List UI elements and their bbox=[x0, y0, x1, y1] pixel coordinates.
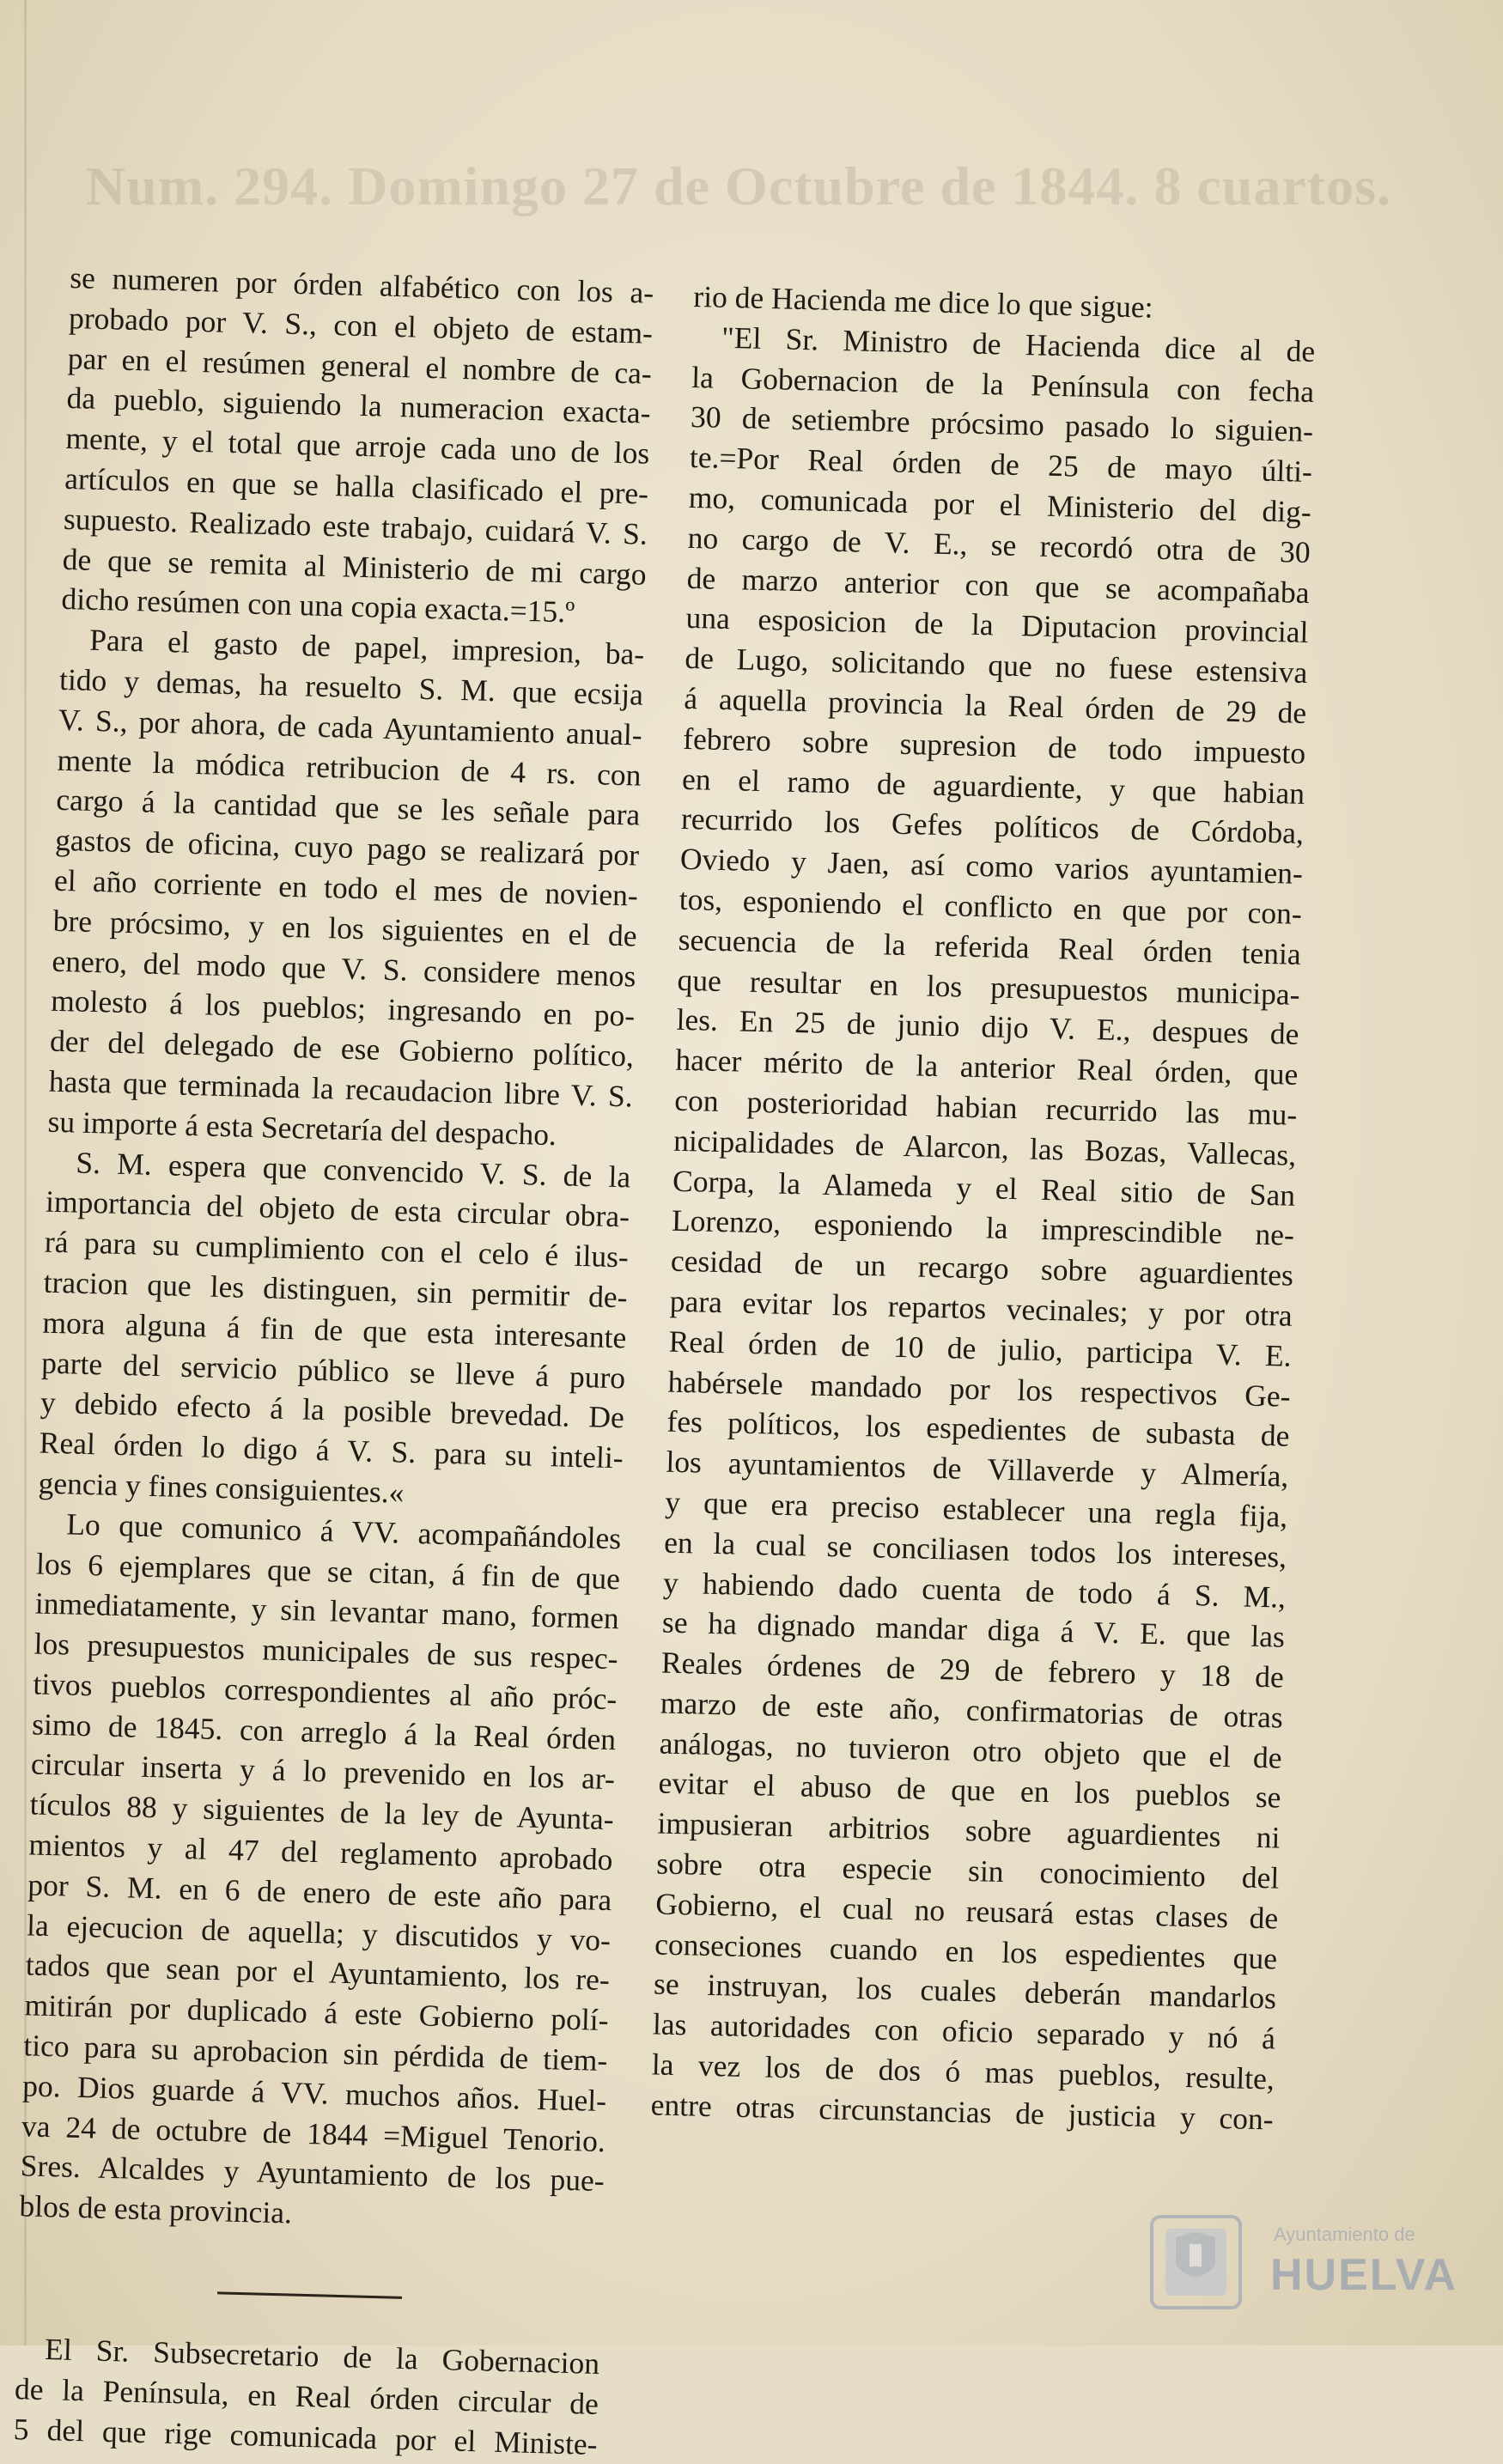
text-line: habérsele mandado por los respectivos Ge- bbox=[667, 1364, 1291, 1414]
text-line: impusieran arbitrios sobre aguardientes ni bbox=[657, 1805, 1281, 1855]
text-line: evitar el abuso de que en los pueblos se bbox=[658, 1766, 1281, 1816]
text-line: tículos 88 y siguientes de la ley de Ayunta- bbox=[29, 1786, 615, 1837]
text-line: rio de Hacienda me dice lo que sigue: bbox=[692, 278, 1154, 325]
text-line: Real órden de 10 de julio, participa V. E. bbox=[668, 1323, 1293, 1373]
text-line: simo de 1845. con arreglo á la Real órden bbox=[31, 1707, 617, 1756]
text-line: en la cual se conciliasen todos los intereses, bbox=[663, 1524, 1287, 1574]
text-line: los presupuestos municipales de sus respec- bbox=[33, 1626, 619, 1676]
text-line: molesto á los pueblos; ingresando en po- bbox=[50, 983, 636, 1033]
text-line: po. Dios guarde á VV. muchos años. Huel- bbox=[21, 2068, 607, 2118]
text-line: Gobierno, el cual no reusará estas clases de bbox=[654, 1886, 1279, 1936]
watermark-small-text: Ayuntamiento de bbox=[1274, 2224, 1415, 2245]
text-line: par en el resúmen general el nombre de ca- bbox=[67, 340, 653, 391]
right-column-text bbox=[650, 277, 1317, 2139]
text-line: por S. M. en 6 de enero de este año para bbox=[27, 1867, 612, 1918]
text-line: de que se remita al Ministerio de mi cargo bbox=[62, 541, 648, 592]
text-line: una esposicion de la Diputacion provincial bbox=[685, 600, 1309, 650]
text-line: 5 del que rige comunicada por el Ministe- bbox=[13, 2411, 599, 2461]
text-line: los ayuntamientos de Villaverde y Almería, bbox=[666, 1444, 1289, 1494]
text-line: la vez los de dos ó mas pueblos, resulte, bbox=[651, 2047, 1275, 2096]
text-line: Oviedo y Jaen, así como varios ayuntamien- bbox=[679, 841, 1304, 891]
left-column-text bbox=[19, 258, 654, 2242]
text-line: cargo á la cantidad que se les señale para bbox=[55, 782, 641, 832]
text-line: febrero sobre supresion de todo impuesto bbox=[682, 721, 1306, 770]
text-line: su importe á esta Secretaría del despacho. bbox=[47, 1104, 557, 1152]
text-line: recurrido los Gefes políticos de Córdoba, bbox=[680, 801, 1305, 851]
text-line: circular inserta y á lo prevenido en los ar- bbox=[30, 1746, 616, 1797]
text-line: hacer mérito de la anterior Real órden, que bbox=[675, 1042, 1299, 1092]
text-line: secuencia de la referida Real órden tenia bbox=[678, 922, 1302, 971]
text-line: va 24 de octubre de 1844 =Miguel Tenorio. bbox=[21, 2108, 606, 2158]
text-line: Para el gasto de papel, impresion, ba- bbox=[88, 622, 645, 672]
text-line: dicho resúmen con una copia exacta.=15.º bbox=[61, 581, 575, 630]
text-line: y debido efecto á la posible brevedad. De bbox=[40, 1384, 625, 1435]
text-line: y habiendo dado cuenta de todo á S. M., bbox=[662, 1565, 1287, 1615]
text-line: Reales órdenes de 29 de febrero y 18 de bbox=[660, 1645, 1285, 1694]
text-line: enero, del modo que V. S. considere menos bbox=[52, 943, 636, 994]
text-line: te.=Por Real órden de 25 de mayo últi- bbox=[689, 440, 1313, 490]
text-line: las autoridades con oficio separado y nó á bbox=[652, 2006, 1276, 2056]
text-line: gencia y fines consiguientes.« bbox=[38, 1465, 405, 1510]
text-line: de Lugo, solicitando que no fuese estensiva bbox=[685, 641, 1308, 691]
text-line: les. En 25 de junio dijo V. E., despues de bbox=[676, 1002, 1299, 1052]
bleed-through-header: Num. 294. Domingo 27 de Octubre de 1844. 8 cuartos. bbox=[86, 155, 1391, 216]
text-line: rá para su cumplimiento con el celo é ilus- bbox=[44, 1224, 630, 1275]
text-line: Lorenzo, esponiendo la imprescindible ne- bbox=[671, 1203, 1295, 1253]
text-line: para evitar los repartos vecinales; y por otra bbox=[669, 1283, 1293, 1333]
text-line: parte del servicio público se lleve á puro bbox=[40, 1345, 626, 1395]
text-line: tados que sean por el Ayuntamiento, los re- bbox=[25, 1947, 611, 1998]
text-line: entre otras circunstancias de justicia y con- bbox=[650, 2087, 1275, 2137]
text-line: inmediatamente, y sin levantar mano, formen bbox=[34, 1585, 620, 1636]
text-line: mente la módica retribucion de 4 rs. con bbox=[57, 742, 642, 793]
text-line: 30 de setiembre prócsimo pasado lo siguien- bbox=[690, 399, 1314, 449]
watermark-big-text: HUELVA bbox=[1270, 2250, 1458, 2300]
text-line: fes políticos, los espedientes de subasta de bbox=[666, 1403, 1290, 1454]
text-line: que resultar en los presupuestos municipa- bbox=[677, 962, 1300, 1012]
text-line: cesidad de un recargo sobre aguardientes bbox=[670, 1243, 1294, 1293]
text-line: S. M. espera que convencido V. S. de la bbox=[75, 1145, 631, 1194]
shield-logo-icon bbox=[1147, 2212, 1245, 2313]
text-line: análogas, no tuvieron otro objeto que el de bbox=[659, 1725, 1283, 1775]
left-column bbox=[13, 258, 654, 2464]
text-line: se numeren por órden alfabético con los a- bbox=[69, 259, 654, 310]
text-line: no cargo de V. E., se recordó otra de 30 bbox=[687, 520, 1311, 569]
text-line: los 6 ejemplares que se citan, á fin de que bbox=[35, 1545, 621, 1596]
text-line: mientos y al 47 del reglamento aprobado bbox=[28, 1827, 613, 1877]
text-line: gastos de oficina, cuyo pago se realizará por bbox=[54, 822, 640, 873]
text-line: tos, esponiendo el conflicto en que por con- bbox=[678, 881, 1303, 931]
section-divider bbox=[216, 2291, 401, 2299]
text-line: tido y demas, ha resuelto S. M. que ecsija bbox=[58, 661, 644, 712]
text-line: la ejecucion de aquella; y discutidos y vo- bbox=[26, 1907, 612, 1957]
right-column bbox=[650, 277, 1317, 2139]
text-line: mente, y el total que arroje cada uno de los bbox=[64, 421, 650, 471]
text-line: der del delegado de ese Gobierno político, bbox=[49, 1023, 635, 1074]
text-line: en el ramo de aguardiente, y que habian bbox=[681, 761, 1305, 811]
text-line: conseciones cuando en los espedientes que bbox=[654, 1926, 1278, 1976]
text-line: á aquella provincia la Real órden de 29 de bbox=[683, 680, 1307, 730]
text-line: se instruyan, los cuales deberán mandarlos bbox=[653, 1966, 1277, 2016]
text-line: da pueblo, siguiendo la numeracion exacta- bbox=[66, 380, 652, 431]
text-line: se ha dignado mandar diga á V. E. que las bbox=[661, 1604, 1286, 1654]
text-line: y que era preciso establecer una regla fija, bbox=[664, 1484, 1288, 1534]
text-line: Corpa, la Alameda y el Real sitio de San bbox=[672, 1163, 1296, 1213]
text-line: de marzo anterior con que se acompañaba bbox=[686, 560, 1311, 610]
text-line: "El Sr. Ministro de Hacienda dice al de bbox=[721, 319, 1316, 368]
text-line: marzo de este año, confirmatorias de otras bbox=[660, 1685, 1284, 1735]
text-line: el año corriente en todo el mes de novien- bbox=[53, 862, 639, 913]
text-line: mora alguna á fin de que esta interesante bbox=[42, 1305, 627, 1355]
text-line: mitirán por duplicado á este Gobierno polí- bbox=[24, 1987, 610, 2038]
text-line: tracion que les distinguen, sin permitir de- bbox=[43, 1264, 629, 1315]
text-line: mo, comunicada por el Ministerio del dig- bbox=[688, 479, 1312, 529]
left-column-after-rule bbox=[13, 2328, 599, 2464]
text-line: de la Península, en Real órden circular de bbox=[14, 2371, 599, 2421]
text-line: artículos en que se halla clasificado el pre- bbox=[64, 460, 649, 511]
text-line: con posterioridad habian recurrido las mu- bbox=[673, 1082, 1298, 1132]
text-line: importancia del objeto de esta circular obra- bbox=[45, 1183, 630, 1234]
text-line: V. S., por ahora, de cada Ayuntamiento anual- bbox=[58, 702, 643, 752]
text-line: blos de esta provincia. bbox=[19, 2188, 293, 2230]
text-line: hasta que terminada la recaudacion libre V. S. bbox=[48, 1063, 634, 1114]
text-line: la Gobernacion de la Península con fecha bbox=[691, 359, 1315, 409]
text-line: tivos pueblos correspondientes al año próc- bbox=[32, 1666, 618, 1717]
text-line: supuesto. Realizado este trabajo, cuidará V. S. bbox=[63, 501, 648, 551]
ayuntamiento-watermark bbox=[1147, 2212, 1458, 2315]
text-line: tico para su aprobacion sin pérdida de tiem- bbox=[22, 2028, 608, 2078]
text-line: sobre otra especie sin conocimiento del bbox=[655, 1846, 1280, 1895]
text-line: bre prócsimo, y en los siguientes en el de bbox=[52, 903, 638, 953]
text-line: Sres. Alcaldes y Ayuntamiento de los pue- bbox=[20, 2148, 605, 2199]
text-line: nicipalidades de Alarcon, las Bozas, Vallecas, bbox=[672, 1122, 1297, 1172]
text-line: Lo que comunico á VV. acompañándoles bbox=[65, 1506, 622, 1555]
text-line: El Sr. Subsecretario de la Gobernacion bbox=[44, 2332, 600, 2382]
text-line: Real órden lo digo á V. S. para su inteli- bbox=[39, 1425, 624, 1475]
text-line: probado por V. S., con el objeto de estam- bbox=[68, 300, 654, 350]
